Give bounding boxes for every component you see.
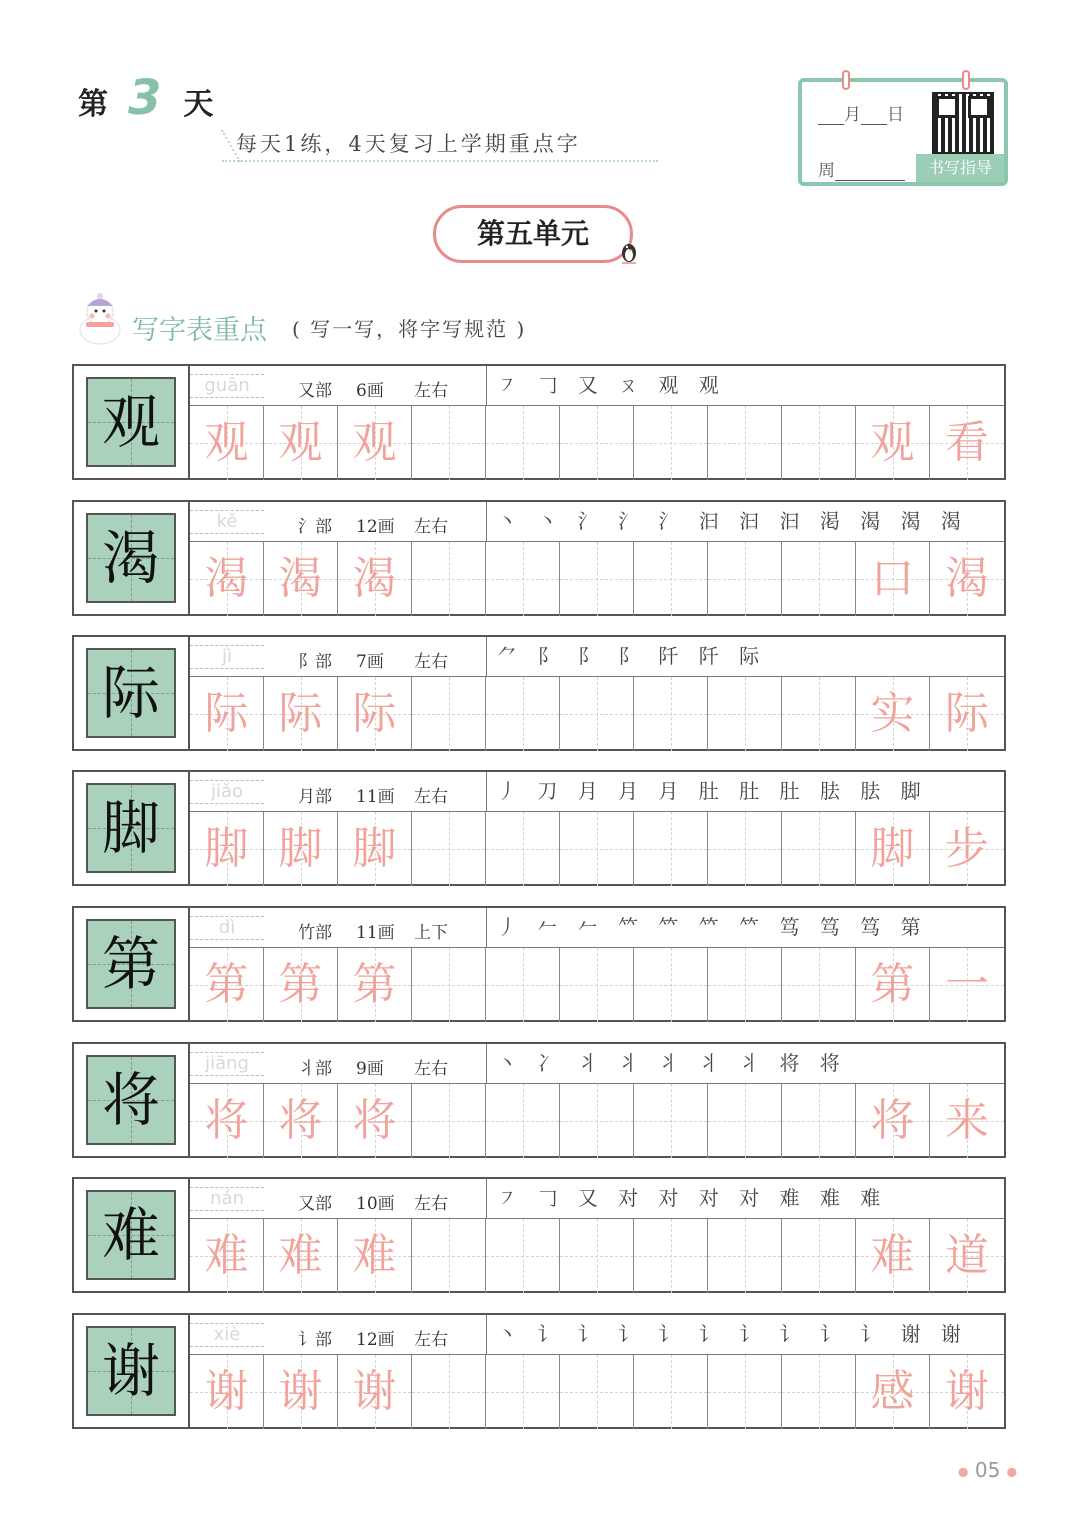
stroke-count: 12画 xyxy=(356,517,395,537)
writing-cell[interactable] xyxy=(782,1355,856,1429)
trace-character: 口 xyxy=(870,553,915,604)
writing-grid xyxy=(188,1315,1004,1427)
radical: 竹部 xyxy=(298,923,332,943)
character-info xyxy=(190,908,1004,948)
character-info xyxy=(190,637,1004,677)
writing-cell[interactable] xyxy=(930,1355,1004,1429)
radical: 氵部 xyxy=(298,517,332,537)
writing-cell[interactable] xyxy=(412,1355,486,1429)
writing-grid xyxy=(188,908,1004,1020)
trace-character: 难 xyxy=(870,1230,915,1281)
writing-cell[interactable] xyxy=(856,542,930,616)
character-info xyxy=(190,366,1004,406)
writing-cell[interactable] xyxy=(930,1084,1004,1158)
ring-icon xyxy=(962,70,970,90)
section-subtitle: ( 写一写，将字写规范 ) xyxy=(292,317,527,341)
day-label: 日 xyxy=(887,105,904,125)
day-title xyxy=(78,70,213,126)
writing-cell[interactable] xyxy=(782,948,856,1022)
section-title: 写字表重点 xyxy=(132,315,267,346)
stroke-order-box xyxy=(486,1179,1004,1219)
trace-character: 际 xyxy=(352,688,397,739)
writing-cell[interactable] xyxy=(560,542,634,616)
writing-cell[interactable] xyxy=(486,406,560,480)
trace-character: 际 xyxy=(945,688,989,739)
writing-cell[interactable] xyxy=(412,677,486,751)
writing-grid xyxy=(188,637,1004,749)
structure: 左右 xyxy=(414,1059,448,1079)
writing-cell[interactable] xyxy=(634,1219,708,1293)
writing-cell[interactable] xyxy=(708,542,782,616)
writing-cell[interactable] xyxy=(338,948,412,1022)
writing-cell[interactable] xyxy=(264,677,338,751)
trace-character: 难 xyxy=(352,1230,397,1281)
trace-character: 际 xyxy=(204,688,249,739)
unit-title: 第五单元 xyxy=(433,205,633,263)
trace-character: 脚 xyxy=(278,823,323,874)
writing-cell[interactable] xyxy=(782,1084,856,1158)
writing-cell[interactable] xyxy=(560,812,634,886)
writing-cell[interactable] xyxy=(708,1084,782,1158)
stroke-order: ㇇ 𠃌 又 对 对 对 对 难 难 难 xyxy=(497,1186,888,1210)
trace-character: 观 xyxy=(352,417,397,468)
writing-cell[interactable] xyxy=(856,406,930,480)
page-subtitle: 每天1练，4天复习上学期重点字 xyxy=(236,132,581,156)
trace-character: 难 xyxy=(278,1230,323,1281)
radical: 丬部 xyxy=(298,1059,332,1079)
radical: 讠部 xyxy=(298,1330,332,1350)
writing-cell[interactable] xyxy=(708,406,782,480)
writing-cell[interactable] xyxy=(930,948,1004,1022)
pinyin: nán xyxy=(190,1187,264,1211)
model-character: 难 xyxy=(86,1190,176,1280)
model-character: 脚 xyxy=(86,783,176,873)
trace-character: 际 xyxy=(278,688,323,739)
trace-character: 将 xyxy=(204,1095,249,1146)
writing-cell[interactable] xyxy=(486,1355,560,1429)
pinyin: jiāng xyxy=(190,1052,264,1076)
writing-cell[interactable] xyxy=(856,677,930,751)
trace-character: 第 xyxy=(352,959,397,1010)
week-label: 周 xyxy=(818,161,835,181)
stroke-order-box xyxy=(486,502,1004,542)
writing-cell[interactable] xyxy=(486,1219,560,1293)
snowman-icon xyxy=(72,290,128,346)
writing-grid xyxy=(188,366,1004,478)
practice-row xyxy=(72,770,1006,886)
trace-character: 将 xyxy=(278,1095,323,1146)
writing-cell[interactable] xyxy=(856,1355,930,1429)
stroke-count: 11画 xyxy=(356,923,395,943)
writing-cell[interactable] xyxy=(560,1219,634,1293)
writing-cell[interactable] xyxy=(634,812,708,886)
model-character: 将 xyxy=(86,1055,176,1145)
structure: 左右 xyxy=(414,787,448,807)
character-info xyxy=(190,1315,1004,1355)
practice-row xyxy=(72,364,1006,480)
practice-row xyxy=(72,1177,1006,1293)
date-card xyxy=(798,78,1008,186)
trace-character: 第 xyxy=(204,959,249,1010)
stroke-count: 10画 xyxy=(356,1194,395,1214)
writing-cell[interactable] xyxy=(264,948,338,1022)
writing-cell[interactable] xyxy=(560,948,634,1022)
writing-cell[interactable] xyxy=(412,812,486,886)
writing-cell[interactable] xyxy=(486,677,560,751)
writing-cell[interactable] xyxy=(930,542,1004,616)
practice-row xyxy=(72,906,1006,1022)
trace-character: 渴 xyxy=(945,553,989,604)
writing-cell[interactable] xyxy=(930,406,1004,480)
day-suffix: 天 xyxy=(183,87,214,122)
writing-cell[interactable] xyxy=(930,1219,1004,1293)
writing-cell[interactable] xyxy=(708,948,782,1022)
radical: 又部 xyxy=(298,1194,332,1214)
writing-cell[interactable] xyxy=(856,812,930,886)
writing-cell[interactable] xyxy=(634,406,708,480)
writing-cell[interactable] xyxy=(338,677,412,751)
stroke-order: 丿 刀 月 月 月 肚 肚 肚 胠 胠 脚 xyxy=(497,779,928,803)
practice-cells xyxy=(190,677,1004,749)
writing-cell[interactable] xyxy=(264,1219,338,1293)
trace-character: 谢 xyxy=(278,1366,323,1417)
writing-cell[interactable] xyxy=(338,542,412,616)
qr-code-icon[interactable] xyxy=(932,92,994,154)
trace-character: 第 xyxy=(870,959,915,1010)
structure: 左右 xyxy=(414,652,448,672)
stroke-order-box xyxy=(486,366,1004,406)
structure: 左右 xyxy=(414,517,448,537)
trace-character: 渴 xyxy=(278,553,323,604)
writing-cell[interactable] xyxy=(930,812,1004,886)
trace-character: 感 xyxy=(870,1366,915,1417)
trace-character: 脚 xyxy=(870,823,915,874)
practice-row xyxy=(72,500,1006,616)
trace-character: 来 xyxy=(945,1095,989,1146)
stroke-count: 6画 xyxy=(356,381,384,401)
stroke-order: 丿 𠂉 𠂉 𥫗 𥫗 𥫗 𥫗 笃 笃 笃 第 xyxy=(497,915,928,939)
writing-cell[interactable] xyxy=(708,677,782,751)
writing-cell[interactable] xyxy=(782,812,856,886)
pinyin: guān xyxy=(190,374,264,398)
writing-cell[interactable] xyxy=(264,812,338,886)
writing-cell[interactable] xyxy=(338,1084,412,1158)
writing-cell[interactable] xyxy=(856,948,930,1022)
model-character: 谢 xyxy=(86,1326,176,1416)
model-character: 际 xyxy=(86,648,176,738)
pinyin: jiǎo xyxy=(190,780,264,804)
writing-cell[interactable] xyxy=(634,542,708,616)
writing-cell[interactable] xyxy=(634,677,708,751)
practice-cells xyxy=(190,1084,1004,1156)
trace-character: 谢 xyxy=(204,1366,249,1417)
character-info xyxy=(190,1044,1004,1084)
trace-character: 步 xyxy=(945,823,989,874)
character-info xyxy=(190,1179,1004,1219)
character-info xyxy=(190,772,1004,812)
trace-character: 脚 xyxy=(352,823,397,874)
trace-character: 将 xyxy=(352,1095,397,1146)
header-divider xyxy=(222,160,658,162)
writing-cell[interactable] xyxy=(264,406,338,480)
radical: 又部 xyxy=(298,381,332,401)
writing-cell[interactable] xyxy=(412,406,486,480)
day-number: 3 xyxy=(128,70,162,126)
stroke-order: ⺈ 阝 阝 阝 阡 阡 际 xyxy=(497,644,767,668)
day-prefix: 第 xyxy=(78,87,108,122)
writing-cell[interactable] xyxy=(338,406,412,480)
writing-cell[interactable] xyxy=(634,1355,708,1429)
writing-grid xyxy=(188,502,1004,614)
writing-cell[interactable] xyxy=(190,1084,264,1158)
practice-cells xyxy=(190,406,1004,478)
writing-cell[interactable] xyxy=(560,1355,634,1429)
writing-cell[interactable] xyxy=(856,1219,930,1293)
qr-label: 书写指导 xyxy=(916,154,1004,182)
writing-cell[interactable] xyxy=(190,1355,264,1429)
writing-cell[interactable] xyxy=(560,406,634,480)
penguin-icon xyxy=(618,238,640,264)
month-label: 月 xyxy=(844,105,861,125)
writing-cell[interactable] xyxy=(412,948,486,1022)
writing-cell[interactable] xyxy=(338,1355,412,1429)
trace-character: 谢 xyxy=(352,1366,397,1417)
trace-character: 将 xyxy=(870,1095,915,1146)
ring-icon xyxy=(842,70,850,90)
character-info xyxy=(190,502,1004,542)
writing-cell[interactable] xyxy=(338,1219,412,1293)
trace-character: 观 xyxy=(870,417,915,468)
practice-cells xyxy=(190,948,1004,1020)
trace-character: 一 xyxy=(945,959,989,1010)
model-character: 第 xyxy=(86,919,176,1009)
stroke-count: 11画 xyxy=(356,787,395,807)
writing-cell[interactable] xyxy=(190,812,264,886)
practice-cells xyxy=(190,812,1004,884)
trace-character: 谢 xyxy=(945,1366,989,1417)
writing-cell[interactable] xyxy=(412,542,486,616)
stroke-count: 12画 xyxy=(356,1330,395,1350)
practice-cells xyxy=(190,1355,1004,1427)
writing-cell[interactable] xyxy=(486,948,560,1022)
writing-cell[interactable] xyxy=(190,406,264,480)
writing-cell[interactable] xyxy=(264,1355,338,1429)
trace-character: 第 xyxy=(278,959,323,1010)
writing-cell[interactable] xyxy=(782,406,856,480)
writing-cell[interactable] xyxy=(708,1355,782,1429)
trace-character: 观 xyxy=(278,417,323,468)
stroke-order: 丶 冫 丬 丬 丬 丬 丬 将 将 xyxy=(497,1051,847,1075)
writing-cell[interactable] xyxy=(782,542,856,616)
page-number: ● 05 ● xyxy=(958,1458,1018,1482)
trace-character: 实 xyxy=(870,688,915,739)
page-number-text: 05 xyxy=(974,1458,1001,1482)
writing-cell[interactable] xyxy=(412,1219,486,1293)
writing-cell[interactable] xyxy=(190,1219,264,1293)
stroke-order: 丶 讠 讠 讠 讠 讠 讠 讠 讠 讠 谢 谢 xyxy=(497,1322,968,1346)
practice-row xyxy=(72,635,1006,751)
stroke-order: ㇇ 𠃌 又 ㄡ 观 观 xyxy=(497,373,726,397)
trace-character: 难 xyxy=(204,1230,249,1281)
pinyin: kě xyxy=(190,510,264,534)
writing-cell[interactable] xyxy=(930,677,1004,751)
writing-cell[interactable] xyxy=(634,1084,708,1158)
structure: 上下 xyxy=(414,923,448,943)
stroke-count: 7画 xyxy=(356,652,384,672)
pinyin: dì xyxy=(190,916,264,940)
writing-cell[interactable] xyxy=(560,677,634,751)
week-line[interactable] xyxy=(818,156,905,181)
writing-cell[interactable] xyxy=(338,812,412,886)
trace-character: 观 xyxy=(204,417,249,468)
stroke-order-box xyxy=(486,637,1004,677)
practice-cells xyxy=(190,1219,1004,1291)
trace-character: 渴 xyxy=(352,553,397,604)
model-character: 渴 xyxy=(86,513,176,603)
structure: 左右 xyxy=(414,1194,448,1214)
radical: 阝部 xyxy=(298,652,332,672)
practice-row xyxy=(72,1042,1006,1158)
writing-cell[interactable] xyxy=(782,1219,856,1293)
writing-cell[interactable] xyxy=(856,1084,930,1158)
writing-cell[interactable] xyxy=(486,1084,560,1158)
pinyin: xiè xyxy=(190,1323,264,1347)
writing-cell[interactable] xyxy=(634,948,708,1022)
writing-cell[interactable] xyxy=(708,1219,782,1293)
writing-cell[interactable] xyxy=(190,948,264,1022)
writing-cell[interactable] xyxy=(782,677,856,751)
writing-cell[interactable] xyxy=(486,812,560,886)
pinyin: jì xyxy=(190,645,264,669)
writing-cell[interactable] xyxy=(708,812,782,886)
writing-cell[interactable] xyxy=(560,1084,634,1158)
practice-cells xyxy=(190,542,1004,614)
structure: 左右 xyxy=(414,1330,448,1350)
stroke-count: 9画 xyxy=(356,1059,384,1079)
writing-cell[interactable] xyxy=(264,542,338,616)
trace-character: 脚 xyxy=(204,823,249,874)
trace-character: 看 xyxy=(945,417,989,468)
writing-grid xyxy=(188,772,1004,884)
writing-cell[interactable] xyxy=(190,542,264,616)
model-character: 观 xyxy=(86,377,176,467)
stroke-order-box xyxy=(486,1315,1004,1355)
stroke-order: 丶 丶 氵 氵 氵 汩 汩 汩 渇 渴 渴 渴 xyxy=(497,509,968,533)
stroke-order-box xyxy=(486,1044,1004,1084)
structure: 左右 xyxy=(414,381,448,401)
writing-cell[interactable] xyxy=(190,677,264,751)
writing-cell[interactable] xyxy=(264,1084,338,1158)
trace-character: 道 xyxy=(945,1230,989,1281)
writing-grid xyxy=(188,1044,1004,1156)
writing-grid xyxy=(188,1179,1004,1291)
writing-cell[interactable] xyxy=(486,542,560,616)
date-line[interactable] xyxy=(818,100,904,125)
stroke-order-box xyxy=(486,772,1004,812)
writing-cell[interactable] xyxy=(412,1084,486,1158)
trace-character: 渴 xyxy=(204,553,249,604)
practice-row xyxy=(72,1313,1006,1429)
radical: 月部 xyxy=(298,787,332,807)
stroke-order-box xyxy=(486,908,1004,948)
